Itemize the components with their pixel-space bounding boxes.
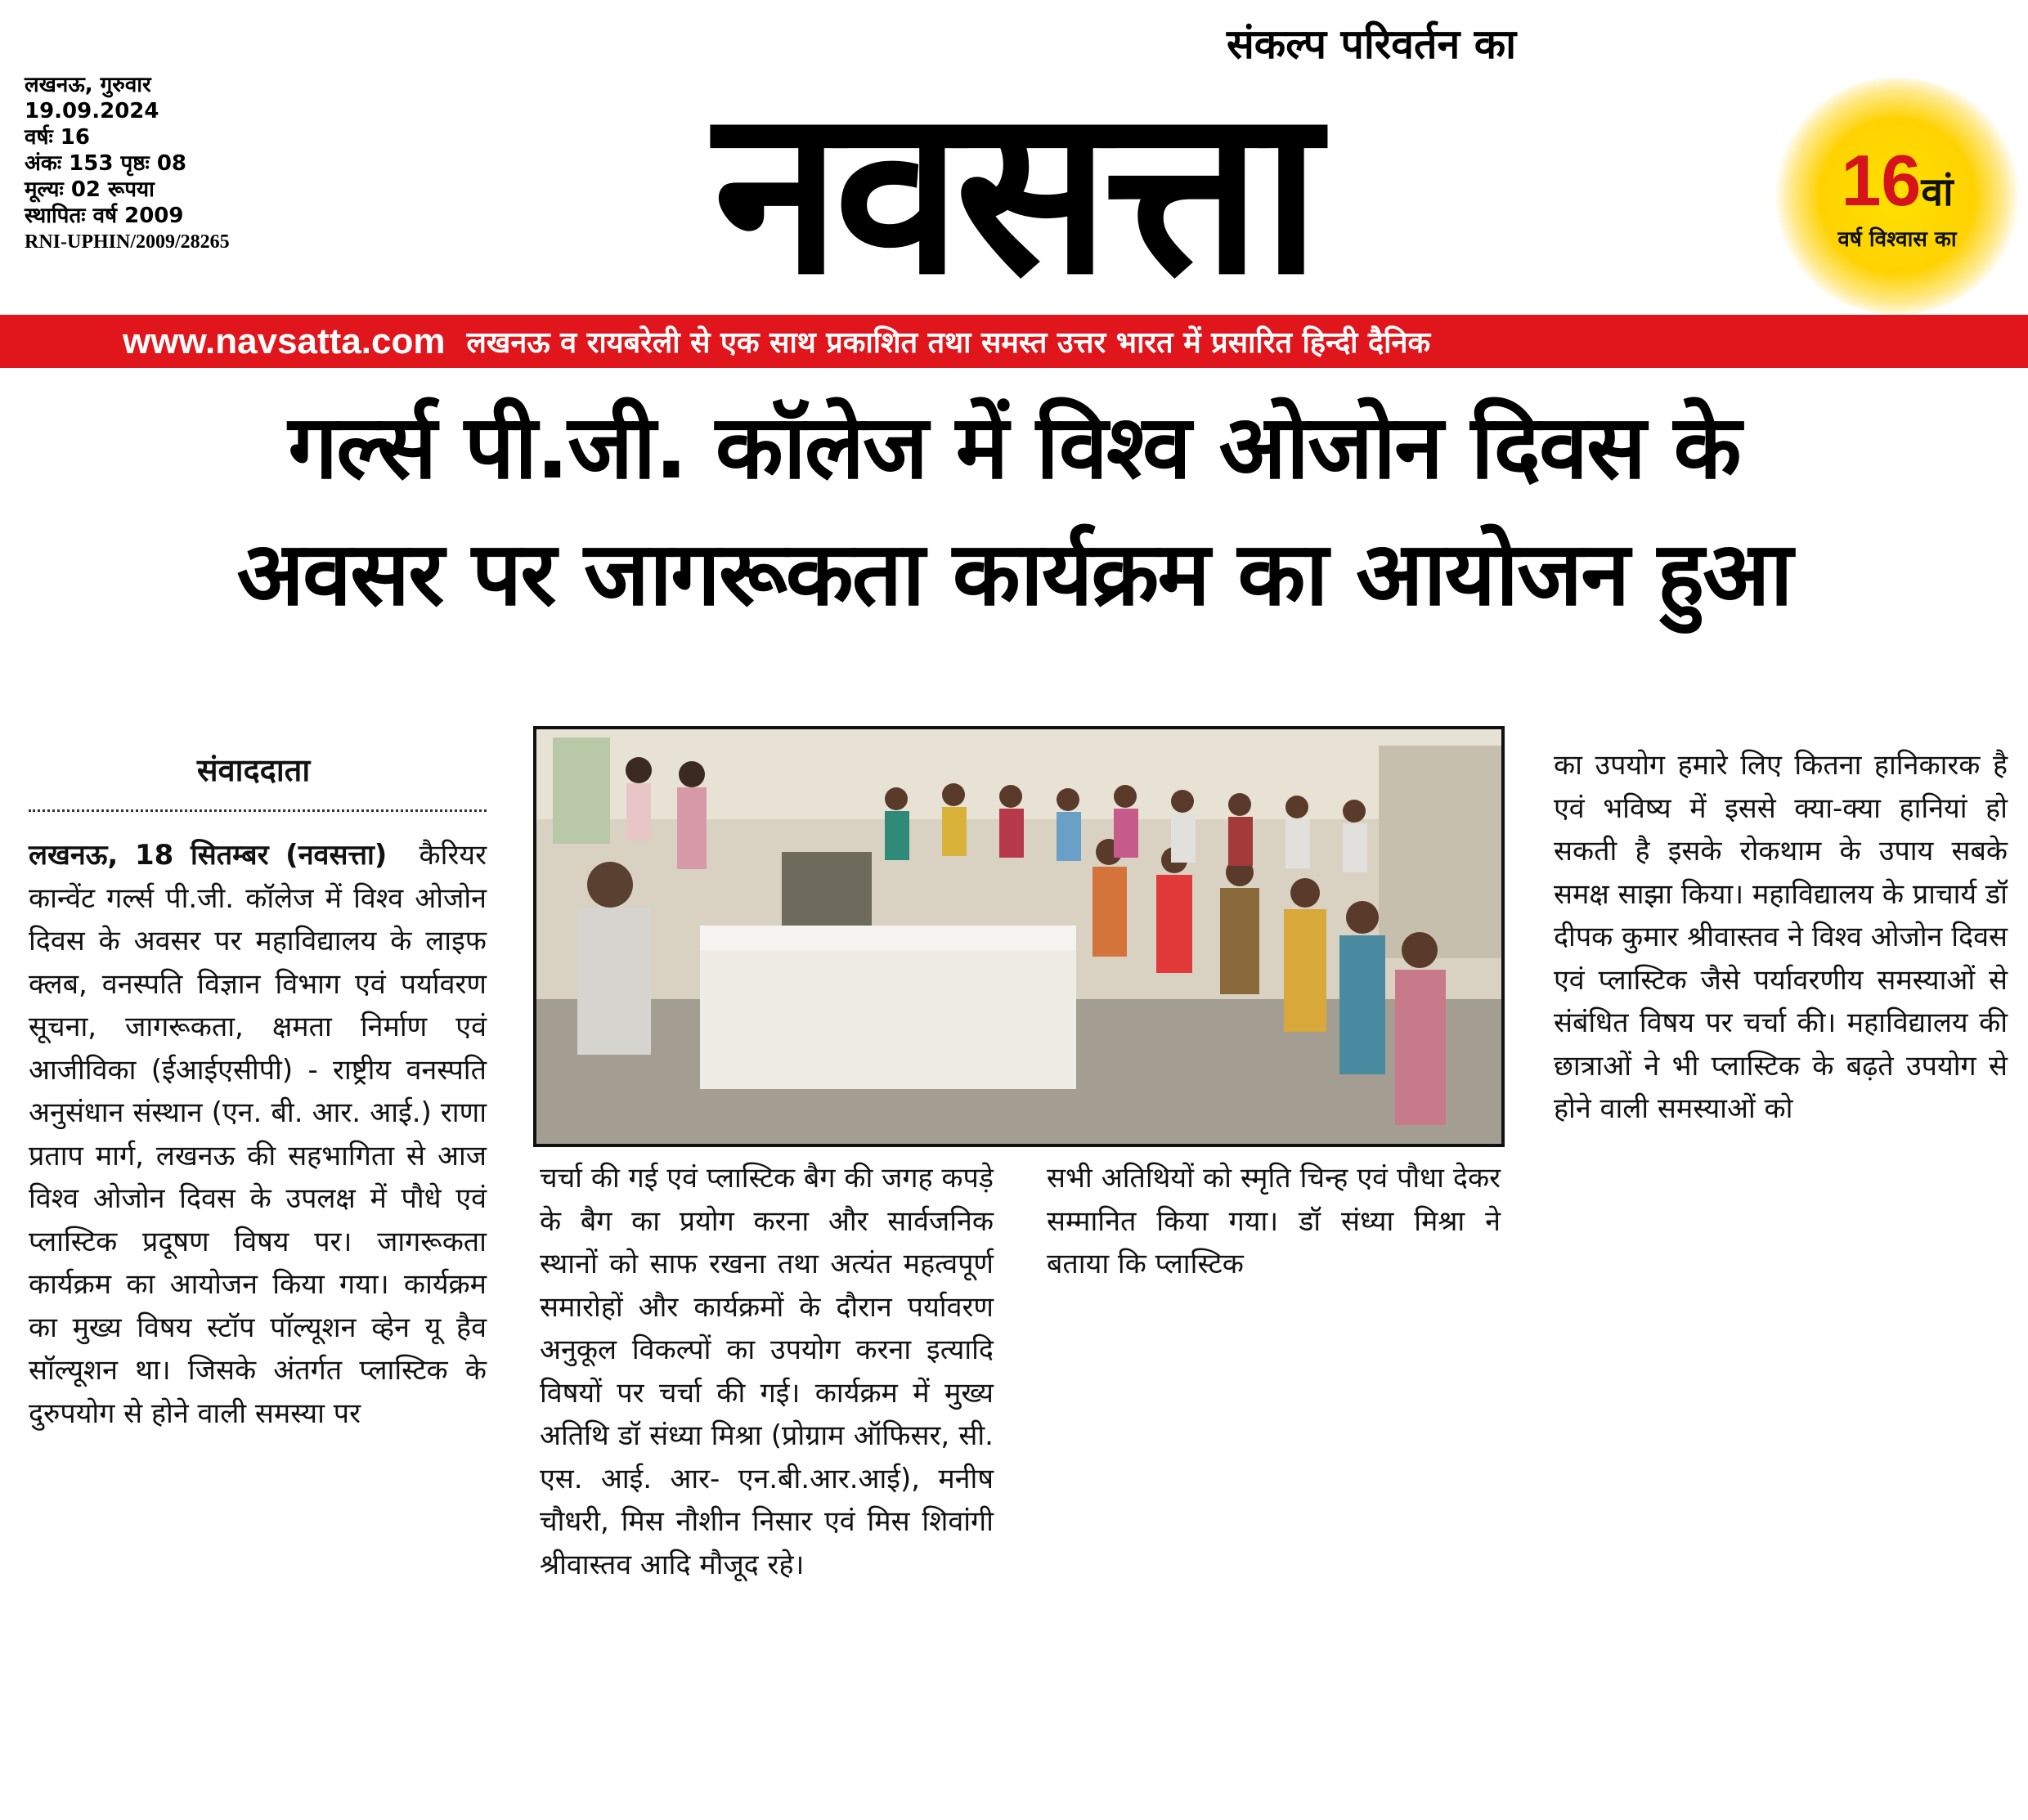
masthead-tagline: संकल्प परिवर्तन का — [1227, 20, 1517, 68]
edition-date: 19.09.2024 — [25, 99, 159, 123]
event-photo-illustration — [536, 729, 1501, 1144]
article-column-2 — [540, 1157, 994, 1586]
column-2-text: चर्चा की गई एवं प्लास्टिक बैग की जगह कपड़े के बैग का प्रयोग करना और सार्वजनिक स्थानों को साफ रखना तथा अत्यंत महत्वपूर्ण समारोहों और कार्यक्रमों के दौरान पर्यावरण अनुकूल विकल्पों का उपयोग करना इत्यादि विषयों पर चर्चा की गई। कार्यक्रम में मुख्य अतिथि डॉ संध्या मिश्रा (प्रोग्राम ऑफिसर, सी. एस. आई. आर- एन.बी.आर.आई), मनीष चौधरी, मिस नौशीन निसार एवं मिस शिवांगी श्रीवास्तव आदि मौजूद रहे। — [540, 1162, 994, 1581]
badge-number-value: 16 — [1841, 140, 1922, 221]
article-photo — [533, 726, 1505, 1147]
edition-established: स्थापितः वर्ष 2009 — [25, 204, 184, 228]
headline-line-1: गर्ल्स पी.जी. कॉलेज में विश्व ओजोन दिवस के — [288, 397, 1740, 499]
dateline: लखनऊ, 18 सितम्बर (नवसत्ता) — [29, 839, 388, 872]
newspaper-logo: नवसत्ता — [713, 98, 1315, 286]
edition-issue: अंकः 153 पृष्ठः 08 — [25, 151, 187, 176]
headline-line-2: अवसर पर जागरूकता कार्यक्रम का आयोजन हुआ — [236, 523, 1792, 625]
anniversary-badge — [1774, 78, 2020, 315]
badge-text: वर्ष विश्वास का — [1837, 227, 1957, 252]
article-headline — [16, 384, 2012, 638]
strip-description: लखनऊ व रायबरेली से एक साथ प्रकाशित तथा समस्त उत्तर भारत में प्रसारित हिन्दी दैनिक — [466, 326, 1431, 360]
badge-number-suffix: वां — [1921, 171, 1954, 214]
article-column-4 — [1554, 744, 2008, 1131]
edition-place-day: लखनऊ, गुरुवार — [25, 73, 151, 97]
byline-divider — [29, 809, 487, 812]
article-column-1 — [29, 834, 487, 1435]
column-4-text: का उपयोग हमारे लिए कितना हानिकारक है एवं भविष्य में इससे क्या-क्या हानियां हो सकती है इसके रोकथाम के उपाय सबके समक्ष साझा किया। महाविद्यालय के प्राचार्य डॉ दीपक कुमार श्रीवास्तव ने विश्व ओजोन दिवस एवं प्लास्टिक जैसे पर्यावरणीय समस्याओं से संबंधित विषय पर चर्चा की। महाविद्यालय की छात्राओं ने भी प्लास्टिक के बढ़ते उपयोग से होने वाली समस्याओं को — [1554, 749, 2008, 1125]
edition-year: वर्षः 16 — [25, 125, 90, 150]
edition-price: मूल्यः 02 रूपया — [25, 177, 155, 202]
column-3-text: सभी अतिथियों को स्मृति चिन्ह एवं पौधा देकर सम्मानित किया गया। डॉ संध्या मिश्रा ने बताया कि प्लास्टिक — [1047, 1162, 1501, 1280]
byline: संवाददाता — [196, 752, 311, 788]
article-column-3 — [1047, 1157, 1501, 1286]
edition-rni: RNI-UPHIN/2009/28265 — [25, 231, 230, 253]
badge-number — [1774, 139, 2020, 222]
column-1-text: कैरियर कान्वेंट गर्ल्स पी.जी. कॉलेज में विश्व ओजोन दिवस के अवसर पर महाविद्यालय के लाइफ क्लब, वनस्पति विज्ञान विभाग एवं पर्यावरण सूचना, जागरूकता, क्षमता निर्माण एवं आजीविका (ईआईएसीपी) - राष्ट्रीय वनस्पति अनुसंधान संस्थान (एन. बी. आर. आई.) राणा प्रताप मार्ग, लखनऊ की सहभागिता से आज विश्व ओजोन दिवस के उपलक्ष में पौधे एवं प्लास्टिक प्रदूषण विषय पर। जागरूकता कार्यक्रम का आयोजन किया गया। कार्यक्रम का मुख्य विषय स्टॉप पॉल्यूशन व्हेन यू हैव सॉल्यूशन था। जिसके अंतर्गत प्लास्टिक के दुरुपयोग से होने वाली समस्या पर — [29, 839, 487, 1430]
masthead-strip — [0, 315, 2028, 368]
edition-meta — [25, 72, 230, 255]
website-url[interactable]: www.navsatta.com — [123, 321, 446, 361]
